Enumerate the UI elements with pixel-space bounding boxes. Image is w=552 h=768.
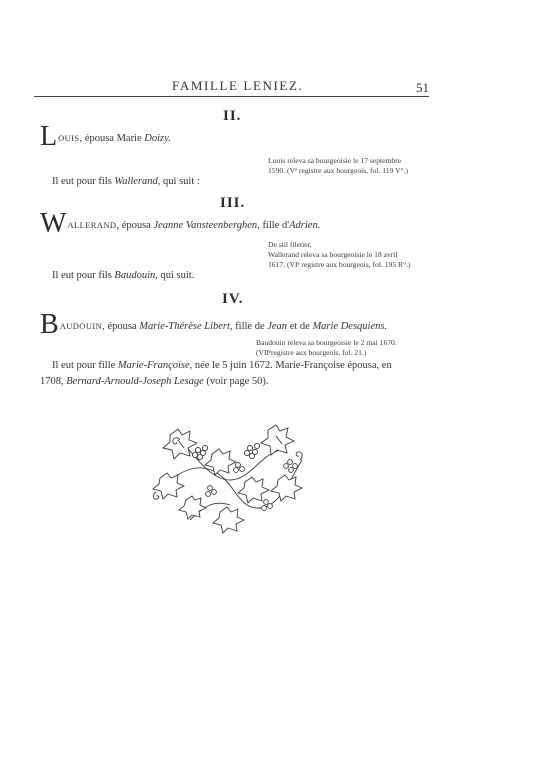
name-smallcaps: AUDOUIN (59, 321, 103, 331)
running-title: FAMILLE LENIEZ. (172, 78, 304, 93)
spouse-name: Bernard-Arnould-Joseph Lesage (66, 376, 204, 387)
note-line: 1590. (Vᵉ registre aux bourgeois, fol. 119 V°.) (268, 166, 409, 176)
section-numeral-ii: II. (223, 108, 242, 124)
spouse-name: Doizy. (144, 133, 171, 144)
spouse-name: Marie-Thérèse Libert, (139, 321, 233, 332)
child-name: Baudouin (114, 270, 156, 281)
child-name: Marie-Françoise (117, 360, 190, 371)
para-text: 1708, (40, 376, 67, 387)
drop-cap: W (40, 208, 67, 239)
drop-cap: L (40, 121, 58, 152)
child-line-baudouin-1 (52, 360, 392, 371)
child-name: Wallerand (114, 176, 158, 187)
entry-wallerand (40, 210, 320, 238)
child-line-wallerand (52, 270, 194, 281)
entry-text: , épousa Marie (79, 133, 145, 144)
para-text: (voir page 50). (203, 376, 269, 387)
page-header (34, 78, 428, 98)
name-smallcaps: ALLERAND (67, 220, 117, 230)
page-number: 51 (416, 80, 429, 95)
margin-note-baudouin (256, 338, 397, 358)
note-line: (VIIᵉregistre aux bourgeois, fol. 21.) (256, 348, 367, 358)
note-line: Louis releva sa bourgeoisie le 17 septembre (268, 156, 402, 165)
note-line: Baudouin releva sa bourgeoisie le 2 mai 1670. (256, 338, 397, 347)
entry-extra: , fille d' (257, 220, 290, 231)
entry-louis (40, 123, 171, 151)
section-numeral-iii: III. (220, 195, 246, 211)
margin-note-louis (268, 156, 408, 176)
section-numeral-iv: IV. (222, 291, 244, 307)
child-suffix: , qui suit : (157, 176, 200, 187)
note-line: Wallerand releva sa bourgeoisie le 18 avril (268, 250, 398, 260)
name-smallcaps: OUIS (58, 133, 80, 143)
margin-note-wallerand (268, 240, 411, 271)
header-rule (34, 96, 429, 97)
child-prefix: Il eut pour fils (52, 270, 115, 281)
child-line-baudouin-2 (40, 376, 269, 387)
note-line: De stil filetier. (268, 240, 312, 249)
note-line: 1617. (VIᵉ registre aux bourgeois, fol. 195 R°.) (268, 260, 411, 270)
child-line-louis (52, 176, 200, 187)
parent-name: Jean (267, 321, 288, 332)
spouse-name: Jeanne Vansteenberghen (153, 220, 258, 231)
entry-text: , épousa (102, 321, 140, 332)
para-text: Il eut pour fille (52, 360, 118, 371)
entry-extra2: et de (287, 321, 313, 332)
child-prefix: Il eut pour fils (52, 176, 115, 187)
para-text: , née le 5 juin 1672. Marie-Françoise épousa, en (189, 360, 392, 371)
child-suffix: , qui suit. (155, 270, 195, 281)
entry-text: , épousa (116, 220, 154, 231)
drop-cap: B (40, 309, 59, 340)
parent-name: Adrien. (289, 220, 321, 231)
vine-ornament-icon (150, 420, 310, 538)
entry-extra: fille de (232, 321, 268, 332)
entry-baudouin (40, 311, 387, 339)
parent2-name: Marie Desquiens. (312, 321, 388, 332)
